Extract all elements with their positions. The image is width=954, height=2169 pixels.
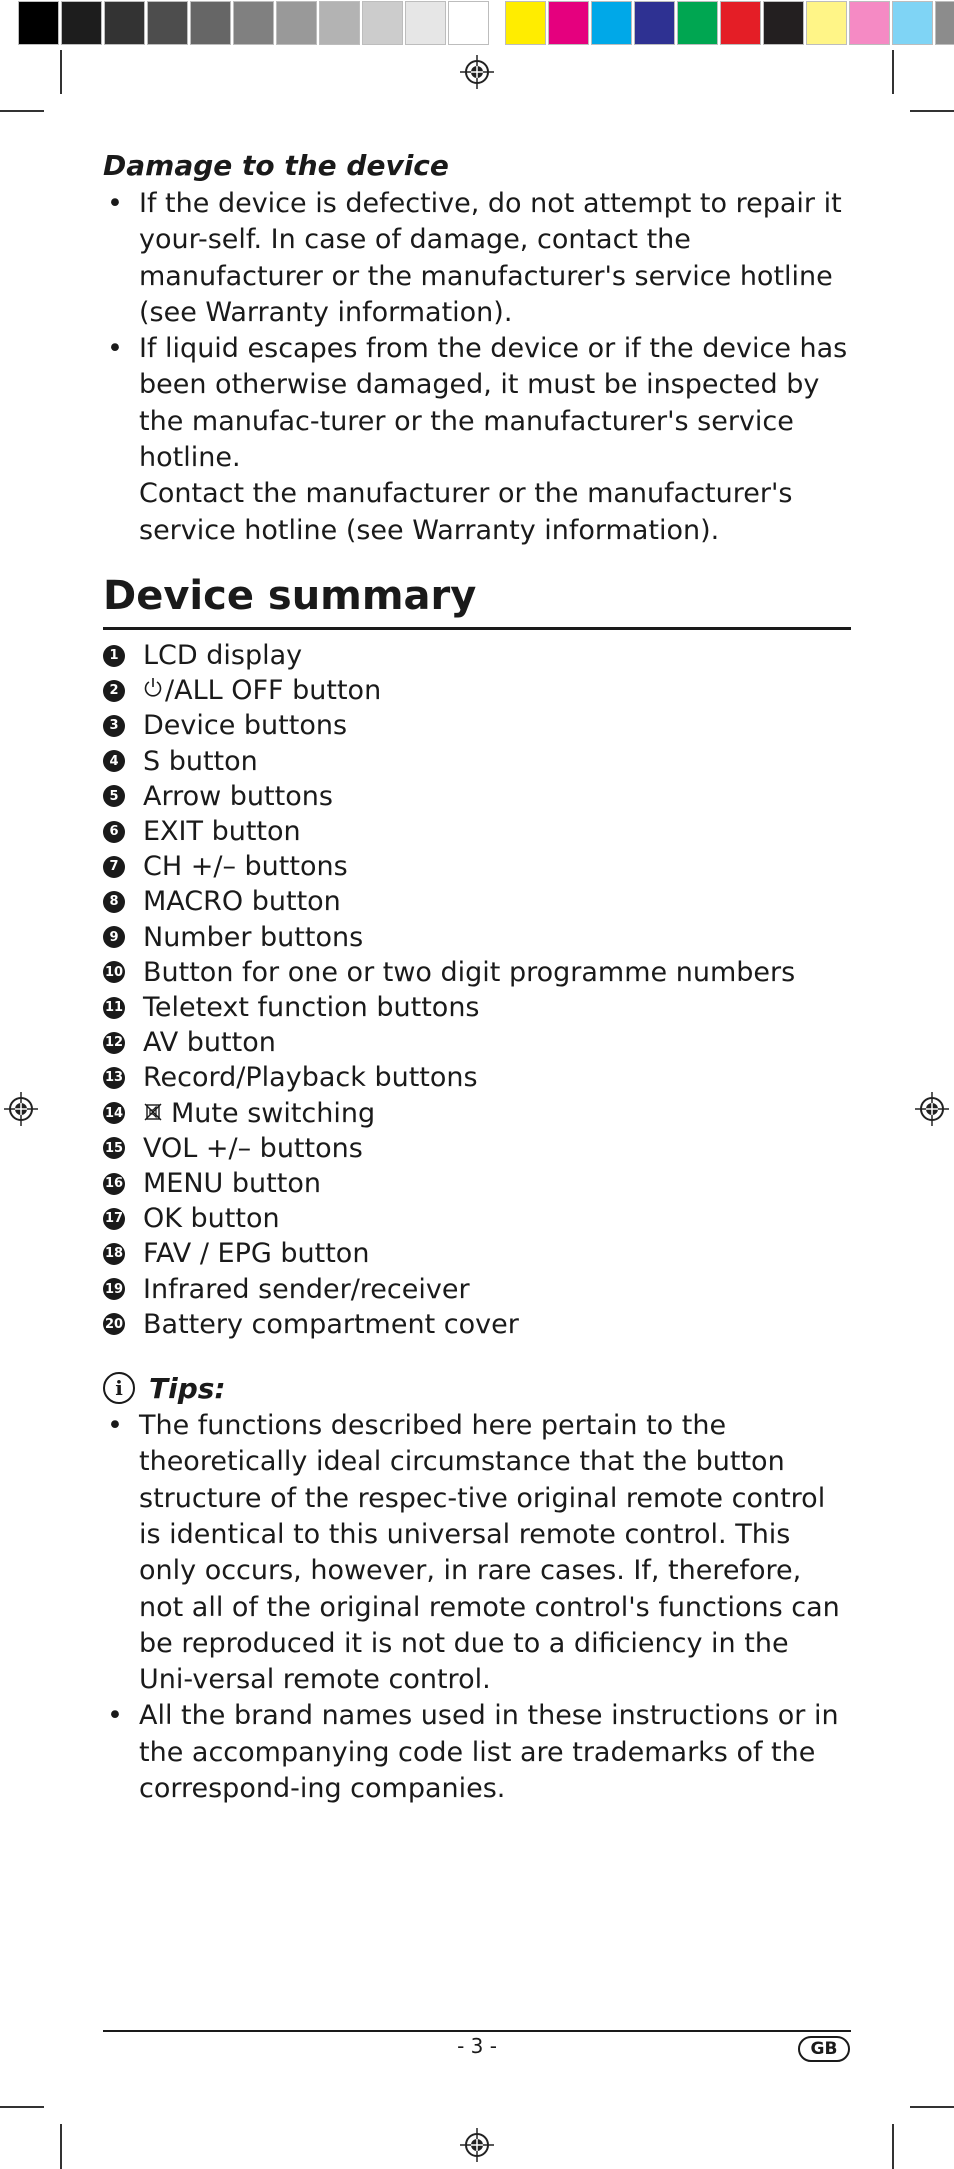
summary-item-label: S button: [143, 745, 258, 777]
item-number-badge: 18: [103, 1243, 125, 1265]
summary-item-label: Mute switching: [171, 1097, 376, 1129]
summary-item-label: MENU button: [143, 1168, 321, 1200]
crop-mark: [60, 50, 62, 94]
summary-item: [103, 638, 851, 673]
list-item: [103, 331, 851, 549]
summary-item-label: MACRO button: [143, 886, 341, 918]
registration-mark-icon: [915, 1092, 949, 1126]
color-swatch: [634, 1, 675, 45]
crop-mark: [60, 2124, 62, 2169]
crop-mark: [892, 50, 894, 94]
summary-item-label: Teletext function buttons: [143, 992, 480, 1023]
bullet-icon: •: [107, 333, 123, 365]
list-item: [103, 186, 851, 331]
item-number-badge: 6: [103, 821, 125, 843]
summary-item: [103, 1272, 851, 1307]
crop-mark: [910, 110, 954, 112]
summary-item-label: Button for one or two digit programme numbers: [143, 956, 796, 988]
list-item-text: Contact the manufacturer or the manufacturer's service hotline (see Warranty information).: [139, 478, 793, 546]
item-number-badge: 10: [103, 961, 125, 983]
summary-item: [103, 1201, 851, 1236]
summary-item: [103, 1131, 851, 1166]
item-number-badge: 14: [103, 1102, 125, 1124]
summary-item-label: CH +/– buttons: [143, 851, 348, 883]
list-item: [103, 1408, 851, 1698]
gray-swatch: [18, 1, 59, 45]
summary-item-label: FAV / EPG button: [143, 1238, 370, 1270]
item-number-badge: 3: [103, 715, 125, 737]
summary-heading: Device summary: [103, 569, 851, 630]
item-number-badge: 8: [103, 891, 125, 913]
gray-swatch: [319, 1, 360, 45]
crop-mark: [0, 2106, 44, 2108]
crop-mark: [892, 2124, 894, 2169]
summary-item: [103, 920, 851, 955]
crop-mark: [910, 2106, 954, 2108]
gray-swatch: [276, 1, 317, 45]
gray-swatch: [362, 1, 403, 45]
item-number-badge: 1: [103, 645, 125, 667]
color-swatch: [720, 1, 761, 45]
crop-mark: [0, 110, 44, 112]
list-item: [103, 1698, 851, 1807]
summary-item: [103, 1025, 851, 1060]
color-swatch: [935, 1, 954, 45]
color-swatch: [763, 1, 804, 45]
gray-swatch: [405, 1, 446, 45]
summary-item: [103, 814, 851, 849]
item-number-badge: 16: [103, 1173, 125, 1195]
summary-item: [103, 779, 851, 814]
gray-swatch: [61, 1, 102, 45]
page-content: [103, 146, 851, 1807]
gray-swatch: [233, 1, 274, 45]
color-swatch: [806, 1, 847, 45]
item-number-badge: 7: [103, 856, 125, 878]
language-badge: GB: [798, 2036, 850, 2062]
damage-list: [103, 186, 851, 549]
list-item-text: The functions described here pertain to the theoretically ideal circumstance that the button structure of the respec-tive original remote control is identical to this universal remote control. This only occurs, however, in rare cases. If, therefore, not all of the original remote control's functions can be reproduced it is not due to a dificiency in the Uni-versal remote control.: [139, 1410, 840, 1696]
registration-mark-icon: [460, 55, 494, 89]
item-number-badge: 9: [103, 926, 125, 948]
list-item-text: If the device is defective, do not attempt to repair it your-self. In case of damage, contact the manufacturer or the manufacturer's service hotline (see Warranty information).: [139, 188, 842, 328]
bullet-icon: •: [107, 188, 123, 219]
registration-mark-icon: [4, 1092, 38, 1126]
item-number-badge: 19: [103, 1278, 125, 1300]
gray-swatch: [147, 1, 188, 45]
item-number-badge: 20: [103, 1313, 125, 1335]
item-number-badge: 5: [103, 785, 125, 807]
power-icon: [143, 673, 163, 708]
bullet-icon: •: [107, 1700, 123, 1732]
item-number-badge: 17: [103, 1208, 125, 1230]
summary-item: [103, 955, 851, 990]
color-swatch: [548, 1, 589, 45]
summary-item-label: Infrared sender/receiver: [143, 1273, 470, 1305]
color-calibration-bar: [18, 0, 954, 46]
item-number-badge: 12: [103, 1032, 125, 1054]
summary-item: [103, 744, 851, 779]
item-number-badge: 15: [103, 1137, 125, 1159]
summary-item-label: LCD display: [143, 639, 303, 671]
summary-item: [103, 1307, 851, 1342]
summary-item-label: AV button: [143, 1027, 276, 1059]
footer-divider: [103, 2030, 851, 2032]
color-swatch: [892, 1, 933, 45]
tips-list: [103, 1408, 851, 1807]
color-swatch: [849, 1, 890, 45]
list-item-text: All the brand names used in these instructions or in the accompanying code list are trademarks of the correspond-ing companies.: [139, 1700, 839, 1804]
item-number-badge: 13: [103, 1067, 125, 1089]
device-summary-list: [103, 638, 851, 1342]
summary-item: [103, 849, 851, 884]
gray-swatch: [448, 1, 489, 45]
damage-heading: Damage to the device: [103, 149, 449, 182]
gray-swatch: [190, 1, 231, 45]
summary-item-label: VOL +/– buttons: [143, 1132, 363, 1164]
registration-mark-icon: [460, 2128, 494, 2162]
summary-item: [103, 1166, 851, 1201]
item-number-badge: 2: [103, 680, 125, 702]
list-item-text: If liquid escapes from the device or if the device has been otherwise damaged, it must be inspected by the manufac-turer or the manufacturer's service hotline.: [139, 333, 848, 474]
mute-icon: [143, 1096, 163, 1131]
summary-item-label: /ALL OFF button: [165, 675, 382, 707]
page-number: - 3 -: [457, 2034, 497, 2058]
bullet-icon: •: [107, 1410, 123, 1442]
summary-item-label: Number buttons: [143, 921, 364, 953]
summary-item: [103, 990, 851, 1025]
info-icon: i: [103, 1372, 135, 1404]
color-swatch: [677, 1, 718, 45]
summary-item-label: Device buttons: [143, 710, 348, 742]
summary-item-label: EXIT button: [143, 815, 301, 847]
color-bar-gap: [491, 0, 505, 46]
summary-item-label: Arrow buttons: [143, 780, 333, 812]
item-number-badge: 4: [103, 750, 125, 772]
color-swatch: [591, 1, 632, 45]
summary-item: [103, 1096, 851, 1131]
summary-item: [103, 673, 851, 708]
summary-item-label: Battery compartment cover: [143, 1308, 519, 1340]
summary-item: [103, 1236, 851, 1271]
item-number-badge: 11: [103, 997, 125, 1019]
summary-item-label: Record/Playback buttons: [143, 1062, 478, 1094]
tips-heading: Tips:: [149, 1371, 226, 1405]
color-swatch: [505, 1, 546, 45]
gray-swatch: [104, 1, 145, 45]
summary-item-label: OK button: [143, 1203, 280, 1235]
summary-item: [103, 884, 851, 919]
summary-item: [103, 1060, 851, 1095]
summary-item: [103, 708, 851, 743]
tips-header: [103, 1368, 851, 1408]
